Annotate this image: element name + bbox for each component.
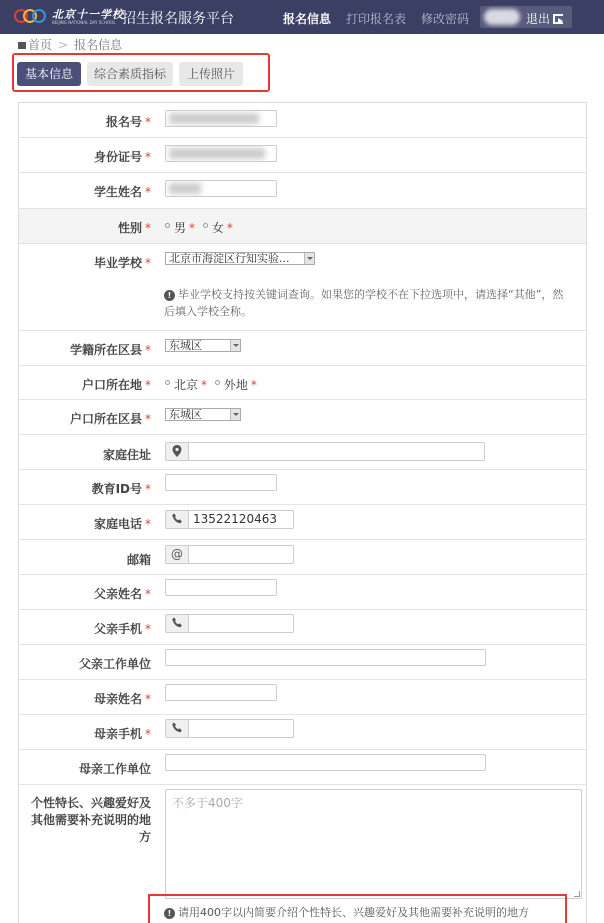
mother-work-field[interactable] <box>165 754 486 771</box>
home-icon <box>18 42 26 49</box>
resize-handle[interactable] <box>574 891 580 897</box>
form-row-mother-work <box>19 750 586 785</box>
school-district-select[interactable]: 东城区 <box>165 339 241 352</box>
hukou-location-label: 户口所在地 * <box>81 378 151 392</box>
mother-name-label: 母亲姓名 * <box>93 692 151 706</box>
hukou-beijing-label: 北京 <box>174 378 199 392</box>
form-row-school-district <box>19 331 586 366</box>
gender-female-label: 女 <box>211 221 224 235</box>
phone-icon <box>165 510 189 529</box>
hukou-district-select[interactable]: 东城区 <box>165 408 241 421</box>
student-name-field[interactable] <box>165 180 277 197</box>
form-row-email <box>19 540 586 575</box>
father-name-label: 父亲姓名 * <box>93 587 151 601</box>
info-icon: ! <box>164 290 175 301</box>
graduated-school-select[interactable]: 北京市海淀区行知实验... <box>165 252 315 265</box>
father-name-field[interactable] <box>165 579 277 596</box>
breadcrumb-home[interactable]: 首页 <box>28 38 53 52</box>
at-sign-icon: @ <box>165 545 189 564</box>
father-work-label: 父亲工作单位 <box>78 657 151 671</box>
map-marker-icon <box>165 442 189 461</box>
form-row-registration-no <box>19 103 586 138</box>
tab-quality-indicators[interactable]: 综合素质指标 <box>87 62 173 86</box>
form-row-father-phone <box>19 610 586 645</box>
form-row-graduated-school <box>19 244 586 331</box>
form-row-father-work <box>19 645 586 680</box>
chevron-down-icon <box>304 253 314 264</box>
personal-info-hint-box <box>148 894 567 923</box>
student-name-label: 学生姓名 * <box>93 185 151 199</box>
chevron-down-icon <box>230 409 240 420</box>
tab-upload-photo[interactable]: 上传照片 <box>179 62 243 86</box>
app-title: 招生报名服务平台 <box>122 11 234 27</box>
form-row-gender <box>19 209 586 244</box>
mother-name-field[interactable] <box>165 684 277 701</box>
nav-registration-info[interactable]: 报名信息 <box>283 12 332 26</box>
user-avatar <box>484 9 520 25</box>
graduated-school-label: 毕业学校 * <box>93 256 151 270</box>
id-card-label: 身份证号 * <box>93 150 151 164</box>
mother-phone-field[interactable] <box>188 719 294 738</box>
logo-subtext: BEIJING NATIONAL DAY SCHOOL <box>52 20 116 25</box>
graduated-school-hint: ! 毕业学校支持按关键词查询。如果您的学校不在下拉选项中，请选择“其他”，然后填入学校全称。 <box>164 288 564 318</box>
father-work-field[interactable] <box>165 649 486 666</box>
form-row-education-id <box>19 470 586 505</box>
form-row-hukou-district <box>19 400 586 435</box>
id-card-field[interactable] <box>165 145 277 162</box>
personal-info-hint: ! 请用400字以内简要介绍个性特长、兴趣爱好及其他需要补充说明的地方 <box>164 904 529 920</box>
form-row-mother-phone <box>19 715 586 750</box>
home-phone-label: 家庭电话 * <box>93 517 151 531</box>
hukou-other-label: 外地 <box>223 378 248 392</box>
logout-button[interactable] <box>526 10 563 27</box>
hukou-radio-group: 北京 * 外地 * <box>165 376 257 393</box>
registration-no-label: 报名号 * <box>105 115 151 129</box>
father-phone-label: 父亲手机 * <box>93 622 151 636</box>
mother-phone-label: 母亲手机 * <box>93 727 151 741</box>
breadcrumb-current: 报名信息 <box>74 38 123 52</box>
personal-info-textarea[interactable] <box>165 789 582 899</box>
registration-form <box>18 102 587 923</box>
gender-female-radio[interactable] <box>203 223 208 228</box>
form-row-father-name <box>19 575 586 610</box>
school-logo[interactable] <box>14 6 124 28</box>
phone-icon <box>165 614 189 633</box>
education-id-label: 教育ID号 * <box>91 482 151 496</box>
mother-work-label: 母亲工作单位 <box>78 762 151 776</box>
gender-label: 性别 * <box>117 221 151 235</box>
hukou-district-label: 户口所在区县 * <box>69 412 151 426</box>
gender-male-radio[interactable] <box>165 223 170 228</box>
form-row-home-address <box>19 435 586 470</box>
chevron-down-icon <box>230 340 240 351</box>
form-row-student-name <box>19 173 586 209</box>
nav-print-form[interactable]: 打印报名表 <box>346 12 407 26</box>
phone-icon <box>165 719 189 738</box>
logo-ring-icon <box>32 9 46 23</box>
personal-info-placeholder: 不多于400字 <box>172 796 243 810</box>
top-navbar <box>0 0 604 34</box>
father-phone-field[interactable] <box>188 614 294 633</box>
home-phone-field[interactable]: 13522120463 <box>188 510 294 529</box>
form-row-hukou-location <box>19 366 586 400</box>
breadcrumb <box>18 36 122 53</box>
logo-text: 北京十一学校 <box>52 8 124 21</box>
info-icon: ! <box>164 908 175 919</box>
school-district-label: 学籍所在区县 * <box>69 343 151 357</box>
home-address-label: 家庭住址 <box>102 448 151 462</box>
form-row-id-card <box>19 138 586 173</box>
form-row-home-phone <box>19 505 586 540</box>
gender-radio-group: 男 * 女 * <box>165 219 233 236</box>
personal-info-label: 个性特长、兴趣爱好及 其他需要补充说明的地 方 <box>30 796 151 844</box>
registration-no-field[interactable] <box>165 110 277 127</box>
breadcrumb-separator: > <box>58 38 69 52</box>
hukou-beijing-radio[interactable] <box>165 380 170 385</box>
form-row-mother-name <box>19 680 586 715</box>
hukou-other-radio[interactable] <box>215 380 220 385</box>
nav-change-password[interactable]: 修改密码 <box>421 12 470 26</box>
home-address-field[interactable] <box>188 442 485 461</box>
user-menu[interactable] <box>480 6 572 28</box>
tab-basic-info[interactable]: 基本信息 <box>17 62 81 86</box>
email-field[interactable] <box>188 545 294 564</box>
logout-icon <box>553 14 563 24</box>
gender-male-label: 男 <box>174 221 187 235</box>
email-label: 邮箱 <box>126 553 151 567</box>
tab-bar <box>12 53 270 92</box>
logout-label: 退出 <box>526 12 551 26</box>
education-id-field[interactable] <box>165 474 277 491</box>
